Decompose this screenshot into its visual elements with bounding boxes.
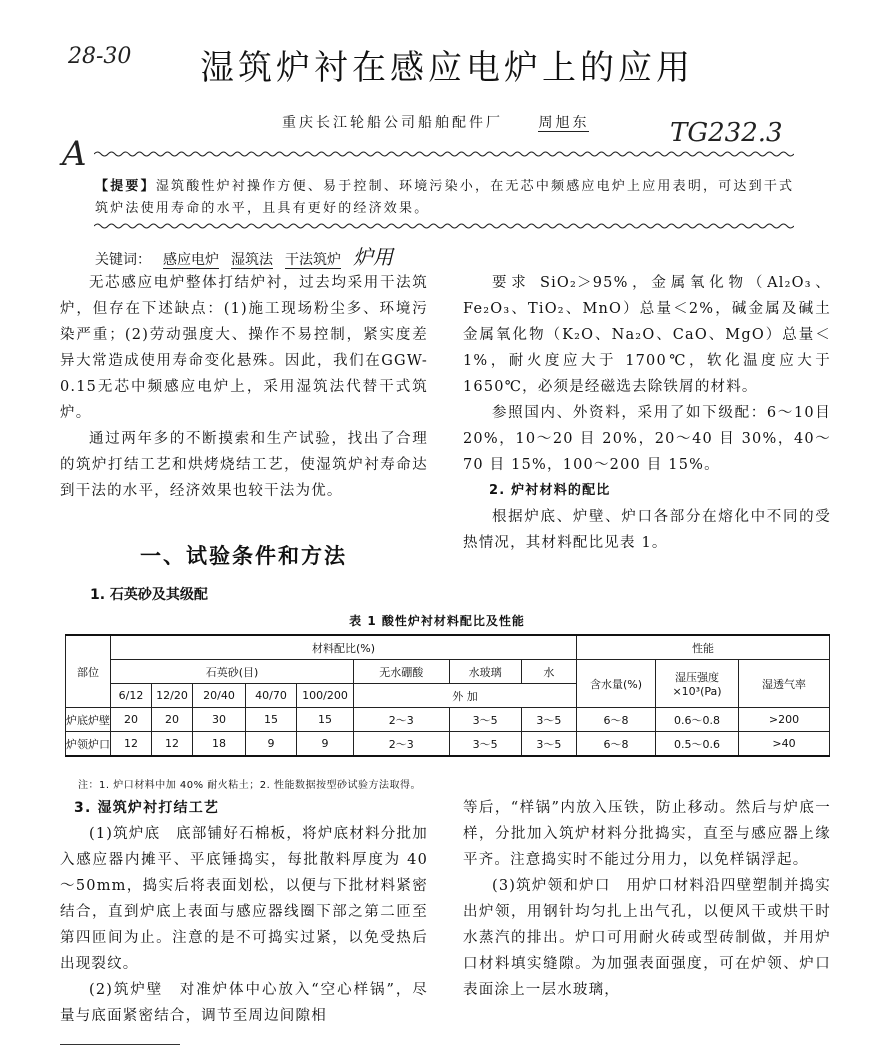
table-cell: 3～5 [449,708,521,732]
th-boric: 无水硼酸 [354,660,450,684]
table-caption: 表 1 酸性炉衬材料配比及性能 [349,614,525,628]
paragraph: 根据炉底、炉壁、炉口各部分在熔化中不同的受热情况，其材料配比见表 1。 [463,509,831,551]
subsection-heading: 1. 石英砂及其级配 [90,587,208,603]
paragraph: 通过两年多的不断摸索和生产试验，找出了合理的筑炉打结工艺和烘烤烧结工艺，使湿筑炉衬寿命达到干法的水平，经济效果也较干法为优。 [60,431,428,499]
right-column-top [463,270,831,556]
handwritten-keyword-note: 炉用 [353,245,393,269]
th-quartz: 石英砂(目) [111,660,354,684]
left-column-bottom [60,795,428,1029]
abstract [95,176,795,220]
paragraph: (2)筑炉壁 对准炉体中心放入“空心样锅”，尽量与底面紧密结合，调节至周边间隙相 [60,982,428,1024]
th-extra: 外 加 [354,684,577,708]
table-cell: >200 [739,708,830,732]
th-performance: 性能 [577,635,830,660]
table-cell: 3～5 [521,708,576,732]
table-cell: 12 [152,732,193,757]
table-row [66,708,830,732]
left-column-top [60,270,428,504]
th-part: 部位 [66,635,111,708]
table-cell: 6～8 [577,708,656,732]
table-cell: 30 [193,708,246,732]
keywords [95,241,393,270]
handwritten-mark: A [62,134,87,174]
affiliation: 重庆长江轮船公司船舶配件厂 [282,115,503,131]
table-cell: 18 [193,732,246,757]
table-cell: 2～3 [354,732,450,757]
table-cell: 0.6～0.8 [656,708,739,732]
table-cell: 3～5 [449,732,521,757]
subsection-heading: 3. 湿筑炉衬打结工艺 [74,800,220,816]
table-cell: 15 [297,708,354,732]
section-heading: 一、试验条件和方法 [140,544,347,568]
th-strength-label: 湿压强度 [675,671,719,684]
row-part: 炉领炉口 [66,732,111,757]
table-cell: 20 [111,708,152,732]
table-cell: 2～3 [354,708,450,732]
paragraph: (1)筑炉底 底部铺好石棉板，将炉底材料分批加入感应器内摊平、平底锤捣实，每批散料厚度为 40～50mm，捣实后将表面划松，以便与下批材料紧密结合，直到炉底上表面与感应器线圈下部之第二匝至第四匝间为止。注意的是不可捣实过紧，以免受热后出现裂纹。 [60,826,428,972]
th-mesh: 100/200 [297,684,354,708]
th-glass: 水玻璃 [449,660,521,684]
abstract-label: 【提要】 [95,179,156,194]
table-cell: 3～5 [521,732,576,757]
wavy-rule-bottom [94,222,794,230]
right-column-bottom [463,795,831,1003]
paragraph: 要求 SiO₂＞95%，金属氧化物（Al₂O₃、Fe₂O₃、TiO₂、MnO）总量＜2%，碱金属及碱土金属氧化物（K₂O、Na₂O、CaO、MgO）总量＜1%，耐火度应大于 1700℃，软化温度应大于1650℃，必须是经磁选去除铁屑的材料。 [463,275,831,395]
byline [282,112,589,132]
table-cell: 0.5～0.6 [656,732,739,757]
keywords-label: 关键词： [95,252,151,268]
abstract-text: 湿筑酸性炉衬操作方便、易于控制、环境污染小，在无芯中频感应电炉上应用表明，可达到干式筑炉法使用寿命的水平，且具有更好的经济效果。 [95,179,795,216]
handwritten-class-code: TG232.3 [670,118,783,148]
paragraph: 无芯感应电炉整体打结炉衬，过去均采用干法筑炉，但存在下述缺点：(1)施工现场粉尘多、环境污染严重；(2)劳动强度大、操作不易控制，紧实度差异大常造成使用寿命变化悬殊。因此，我们在GGW-0.15无芯中频感应电炉上，采用湿筑法代替干式筑炉。 [60,275,428,421]
th-strength-unit: ×10³(Pa) [672,685,722,698]
table-note: 注：1. 炉口材料中加 40% 耐火粘土；2. 性能数据按型砂试验方法取得。 [78,780,422,791]
th-mesh: 12/20 [152,684,193,708]
wavy-rule-top [94,150,794,158]
th-material: 材料配比(%) [111,635,577,660]
table-row [66,732,830,757]
keyword: 干法筑炉 [285,252,341,268]
th-permeability: 湿透气率 [739,660,830,708]
table-cell: 9 [246,732,297,757]
table-cell: 6～8 [577,732,656,757]
table-cell: 20 [152,708,193,732]
keyword: 湿筑法 [231,252,273,268]
table-cell: >40 [739,732,830,757]
th-strength [656,660,739,708]
th-mesh: 20/40 [193,684,246,708]
row-part: 炉底炉壁 [66,708,111,732]
th-mesh: 6/12 [111,684,152,708]
th-mesh: 40/70 [246,684,297,708]
handwritten-page-range: 28-30 [68,44,132,69]
table-cell: 9 [297,732,354,757]
th-moisture: 含水量(%) [577,660,656,708]
table-cell: 12 [111,732,152,757]
subsection-heading: 2. 炉衬材料的配比 [489,483,611,498]
paragraph: 等后，“样锅”内放入压铁，防止移动。然后与炉底一样，分批加入筑炉材料分批捣实，直至与感应器上缘平齐。注意捣实时不能过分用力，以免样锅浮起。 [463,800,831,868]
footnote-rule [60,1044,180,1045]
paragraph: (3)筑炉领和炉口 用炉口材料沿四壁塑制并捣实出炉领，用钢针均匀扎上出气孔，以便风干或烘干时水蒸汽的排出。炉口可用耐火砖或型砖制做，并用炉口材料填实缝隙。为加强表面强度，可在炉领、炉口表面涂上一层水玻璃， [463,878,831,998]
keyword: 感应电炉 [163,252,219,268]
material-table [65,634,830,757]
article-title: 湿筑炉衬在感应电炉上的应用 [200,48,694,88]
th-water: 水 [521,660,576,684]
table-cell: 15 [246,708,297,732]
paragraph: 参照国内、外资料，采用了如下级配：6～10目 20%，10～20 目 20%，20～40 目 30%，40～70 目 15%，100～200 目 15%。 [463,405,831,473]
author: 周旭东 [538,115,590,131]
